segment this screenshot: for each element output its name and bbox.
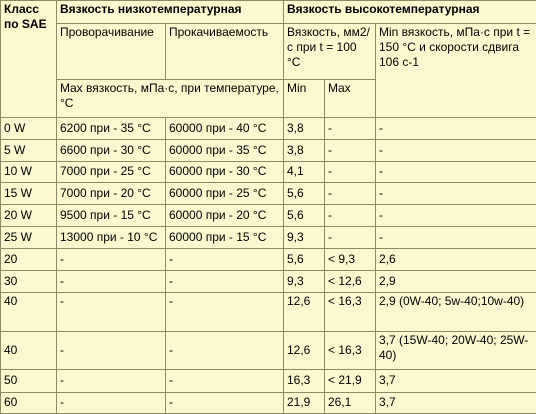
cell-class: 15 W: [1, 183, 57, 205]
cell-min: 9,3: [284, 271, 325, 293]
cell-hths: -: [376, 205, 536, 226]
table-row: [1, 249, 536, 270]
cell-pumpability: 60000 при - 25 °C: [166, 183, 284, 205]
cell-min: 9,3: [284, 227, 325, 249]
cell-hths: -: [376, 183, 536, 205]
cell-class: 20 W: [1, 205, 57, 226]
header-cranking: Проворачивание: [57, 24, 166, 80]
cell-class: 25 W: [1, 227, 57, 249]
table-row: [1, 205, 536, 226]
cell-pumpability: 60000 при - 15 °C: [166, 227, 284, 249]
cell-class: 30: [1, 271, 57, 293]
cell-min: 3,8: [284, 118, 325, 140]
cell-min: 16,3: [284, 370, 325, 392]
cell-pumpability: -: [166, 271, 284, 293]
cell-min: 12,6: [284, 293, 325, 332]
cell-class: 40: [1, 293, 57, 332]
cell-cranking: -: [57, 271, 166, 293]
cell-hths: -: [376, 162, 536, 183]
cell-min: 12,6: [284, 332, 325, 371]
table-row: [1, 293, 536, 332]
header-max-viscosity-temp: Max вязкость, мПа·с, при температуре, °C: [57, 80, 284, 118]
header-min-hths-viscosity: Min вязкость, мПа·с при t = 150 °C и скорости сдвига 106 с-1: [376, 24, 536, 118]
cell-cranking: -: [57, 370, 166, 392]
table-row: [1, 183, 536, 205]
cell-cranking: 6600 при - 30 °C: [57, 140, 166, 161]
table-row: [1, 271, 536, 293]
header-max: Max: [325, 80, 376, 118]
cell-min: 4,1: [284, 162, 325, 183]
cell-cranking: -: [57, 332, 166, 371]
table-row: [1, 118, 536, 140]
cell-class: 0 W: [1, 118, 57, 140]
cell-pumpability: 60000 при - 40 °C: [166, 118, 284, 140]
header-high-temp-viscosity: Вязкость высокотемпературная: [284, 1, 536, 24]
cell-cranking: -: [57, 249, 166, 270]
cell-hths: 2,9: [376, 271, 536, 293]
header-kinematic-viscosity: Вязкость, мм2/с при t = 100 °C: [284, 24, 376, 80]
cell-cranking: 9500 при - 15 °C: [57, 205, 166, 226]
cell-max: < 12,6: [325, 271, 376, 293]
header-sae-class: Класс по SAE: [1, 1, 57, 118]
cell-class: 50: [1, 370, 57, 392]
header-min: Min: [284, 80, 325, 118]
cell-max: < 16,3: [325, 293, 376, 332]
cell-min: 5,6: [284, 183, 325, 205]
table-row: [1, 227, 536, 249]
cell-cranking: 7000 при - 20 °C: [57, 183, 166, 205]
cell-min: 3,8: [284, 140, 325, 161]
cell-hths: -: [376, 140, 536, 161]
cell-pumpability: 60000 при - 20 °C: [166, 205, 284, 226]
cell-hths: 3,7: [376, 393, 536, 414]
cell-pumpability: -: [166, 293, 284, 332]
cell-cranking: -: [57, 393, 166, 414]
cell-max: < 21,9: [325, 370, 376, 392]
cell-max: -: [325, 205, 376, 226]
cell-cranking: 13000 при - 10 °C: [57, 227, 166, 249]
cell-cranking: 6200 при - 35 °C: [57, 118, 166, 140]
cell-hths: -: [376, 118, 536, 140]
cell-cranking: 7000 при - 25 °C: [57, 162, 166, 183]
cell-pumpability: -: [166, 332, 284, 371]
cell-class: 40: [1, 332, 57, 371]
cell-max: -: [325, 183, 376, 205]
cell-class: 10 W: [1, 162, 57, 183]
cell-hths: -: [376, 227, 536, 249]
header-pumpability: Прокачиваемость: [166, 24, 284, 80]
cell-pumpability: -: [166, 249, 284, 270]
cell-pumpability: -: [166, 370, 284, 392]
cell-class: 5 W: [1, 140, 57, 161]
cell-hths: 3,7 (15W-40; 20W-40; 25W-40): [376, 332, 536, 371]
table-row: [1, 140, 536, 161]
header-low-temp-viscosity: Вязкость низкотемпературная: [57, 1, 284, 24]
table-row: [1, 393, 536, 414]
cell-min: 5,6: [284, 205, 325, 226]
table-row: [1, 370, 536, 392]
cell-max: -: [325, 227, 376, 249]
cell-min: 5,6: [284, 249, 325, 270]
cell-hths: 2,6: [376, 249, 536, 270]
cell-min: 21,9: [284, 393, 325, 414]
cell-max: -: [325, 118, 376, 140]
cell-pumpability: 60000 при - 30 °C: [166, 162, 284, 183]
table-row: [1, 332, 536, 371]
cell-pumpability: 60000 при - 35 °C: [166, 140, 284, 161]
cell-max: < 9,3: [325, 249, 376, 270]
cell-hths: 2,9 (0W-40; 5w-40;10w-40): [376, 293, 536, 332]
cell-max: 26,1: [325, 393, 376, 414]
cell-max: -: [325, 140, 376, 161]
cell-class: 20: [1, 249, 57, 270]
cell-class: 60: [1, 393, 57, 414]
cell-hths: 3,7: [376, 370, 536, 392]
table-row: [1, 162, 536, 183]
cell-max: -: [325, 162, 376, 183]
cell-cranking: -: [57, 293, 166, 332]
cell-max: < 16,3: [325, 332, 376, 371]
cell-pumpability: -: [166, 393, 284, 414]
